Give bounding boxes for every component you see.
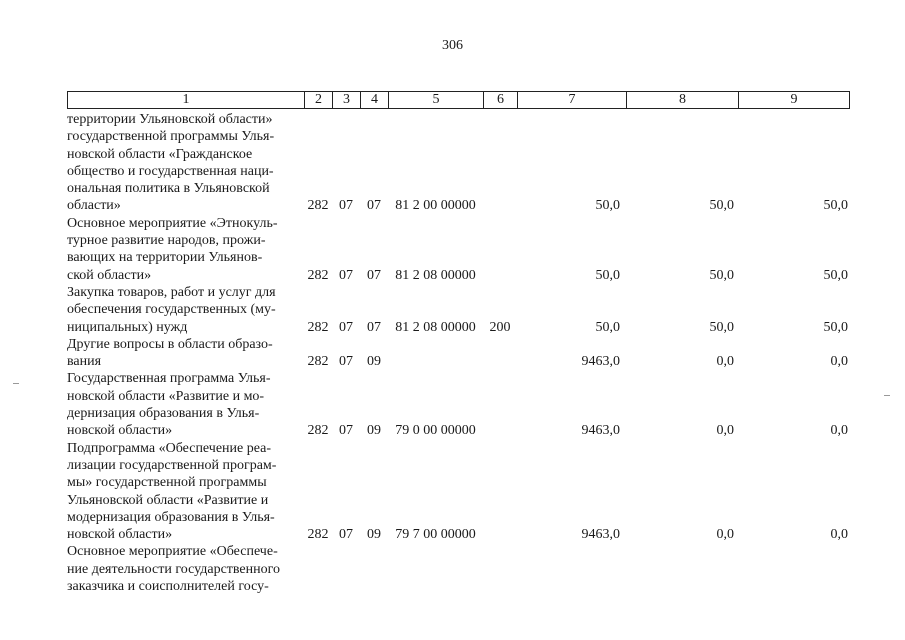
scan-mark [13,383,19,384]
row-description [67,284,302,336]
cell-col-2: 282 [307,267,329,283]
cell-col-8: 0,0 [716,354,734,370]
description-line: ской области» [67,267,152,283]
cell-col-7: 9463,0 [581,354,620,370]
description-line: ональная политика в Ульяновской [67,181,270,197]
description-line: Другие вопросы в области образо- [67,336,273,352]
description-line: вающих на территории Ульянов- [67,250,263,266]
row-description [67,111,302,215]
cell-col-8: 0,0 [716,423,734,439]
table-row [67,543,857,595]
cell-col-4: 09 [367,527,381,543]
cell-col-5: 81 2 08 00000 [395,319,476,335]
cell-col-3: 07 [339,319,353,335]
table-row [67,111,857,215]
description-line: ние деятельности государственного [67,561,281,577]
description-line: новской области «Развитие и мо- [67,388,265,404]
description-line: заказчика и соисполнителей госу- [67,579,269,595]
cell-col-8: 50,0 [709,198,734,214]
description-line: модернизация образования в Улья- [67,509,275,525]
cell-col-9: 50,0 [823,319,848,335]
cell-col-7: 50,0 [595,198,620,214]
cell-col-2: 282 [307,527,329,543]
cell-col-7: 50,0 [595,319,620,335]
cell-col-2: 282 [307,198,329,214]
scan-mark [884,395,890,396]
cell-col-2: 282 [307,423,329,439]
cell-col-4: 07 [367,267,381,283]
table-header [67,91,850,109]
page-number: 306 [442,38,463,53]
cell-col-9: 50,0 [823,198,848,214]
description-line: Основное мероприятие «Обеспече- [67,544,278,560]
header-col-8: 8 [627,92,739,108]
row-description [67,440,302,544]
header-col-6: 6 [484,92,518,108]
cell-col-5: 79 7 00 00000 [395,527,476,543]
table-row [67,440,857,544]
cell-col-2: 282 [307,354,329,370]
cell-col-7: 50,0 [595,267,620,283]
cell-col-9: 0,0 [830,423,848,439]
table-row [67,370,857,439]
row-description [67,336,302,371]
cell-col-4: 07 [367,319,381,335]
cell-col-3: 07 [339,267,353,283]
header-col-5: 5 [389,92,484,108]
header-col-4: 4 [361,92,389,108]
description-line: дернизация образования в Улья- [67,406,260,422]
cell-col-3: 07 [339,423,353,439]
description-line: Закупка товаров, работ и услуг для [67,284,276,300]
description-line: мы» государственной программы [67,475,267,491]
table-row [67,284,857,336]
header-col-7: 7 [518,92,627,108]
table-body [67,111,857,595]
description-line: обеспечения государственных (му- [67,302,276,318]
cell-col-2: 282 [307,319,329,335]
cell-col-6: 200 [489,319,511,335]
description-line: Государственная программа Улья- [67,371,271,387]
cell-col-3: 07 [339,527,353,543]
description-line: новской области» [67,527,173,543]
header-col-3: 3 [333,92,361,108]
cell-col-9: 0,0 [830,354,848,370]
description-line: Ульяновской области «Развитие и [67,492,269,508]
cell-col-4: 09 [367,354,381,370]
cell-col-5: 79 0 00 00000 [395,423,476,439]
cell-col-5: 81 2 00 00000 [395,198,476,214]
header-col-9: 9 [790,92,798,107]
cell-col-4: 09 [367,423,381,439]
cell-col-9: 0,0 [830,527,848,543]
description-line: вания [67,354,102,370]
cell-col-5: 81 2 08 00000 [395,267,476,283]
row-description [67,543,302,595]
description-line: новской области «Гражданское [67,146,253,162]
cell-col-9: 50,0 [823,267,848,283]
description-line: лизации государственной програм- [67,457,277,473]
cell-col-7: 9463,0 [581,527,620,543]
description-line: турное развитие народов, прожи- [67,233,266,249]
description-line: области» [67,198,121,214]
header-col-1: 1 [68,92,305,108]
cell-col-7: 9463,0 [581,423,620,439]
table-row [67,215,857,284]
cell-col-3: 07 [339,198,353,214]
row-description [67,370,302,439]
description-line: новской области» [67,423,173,439]
cell-col-8: 50,0 [709,319,734,335]
row-description [67,215,302,284]
cell-col-4: 07 [367,198,381,214]
description-line: ниципальных) нужд [67,319,188,335]
cell-col-8: 50,0 [709,267,734,283]
description-line: Основное мероприятие «Этнокуль- [67,215,278,231]
cell-col-8: 0,0 [716,527,734,543]
description-line: общество и государственная наци- [67,163,274,179]
cell-col-3: 07 [339,354,353,370]
header-col-2: 2 [305,92,333,108]
description-line: Подпрограмма «Обеспечение реа- [67,440,272,456]
description-line: территории Ульяновской области» [67,112,273,127]
description-line: государственной программы Улья- [67,129,275,145]
table-row [67,336,857,371]
